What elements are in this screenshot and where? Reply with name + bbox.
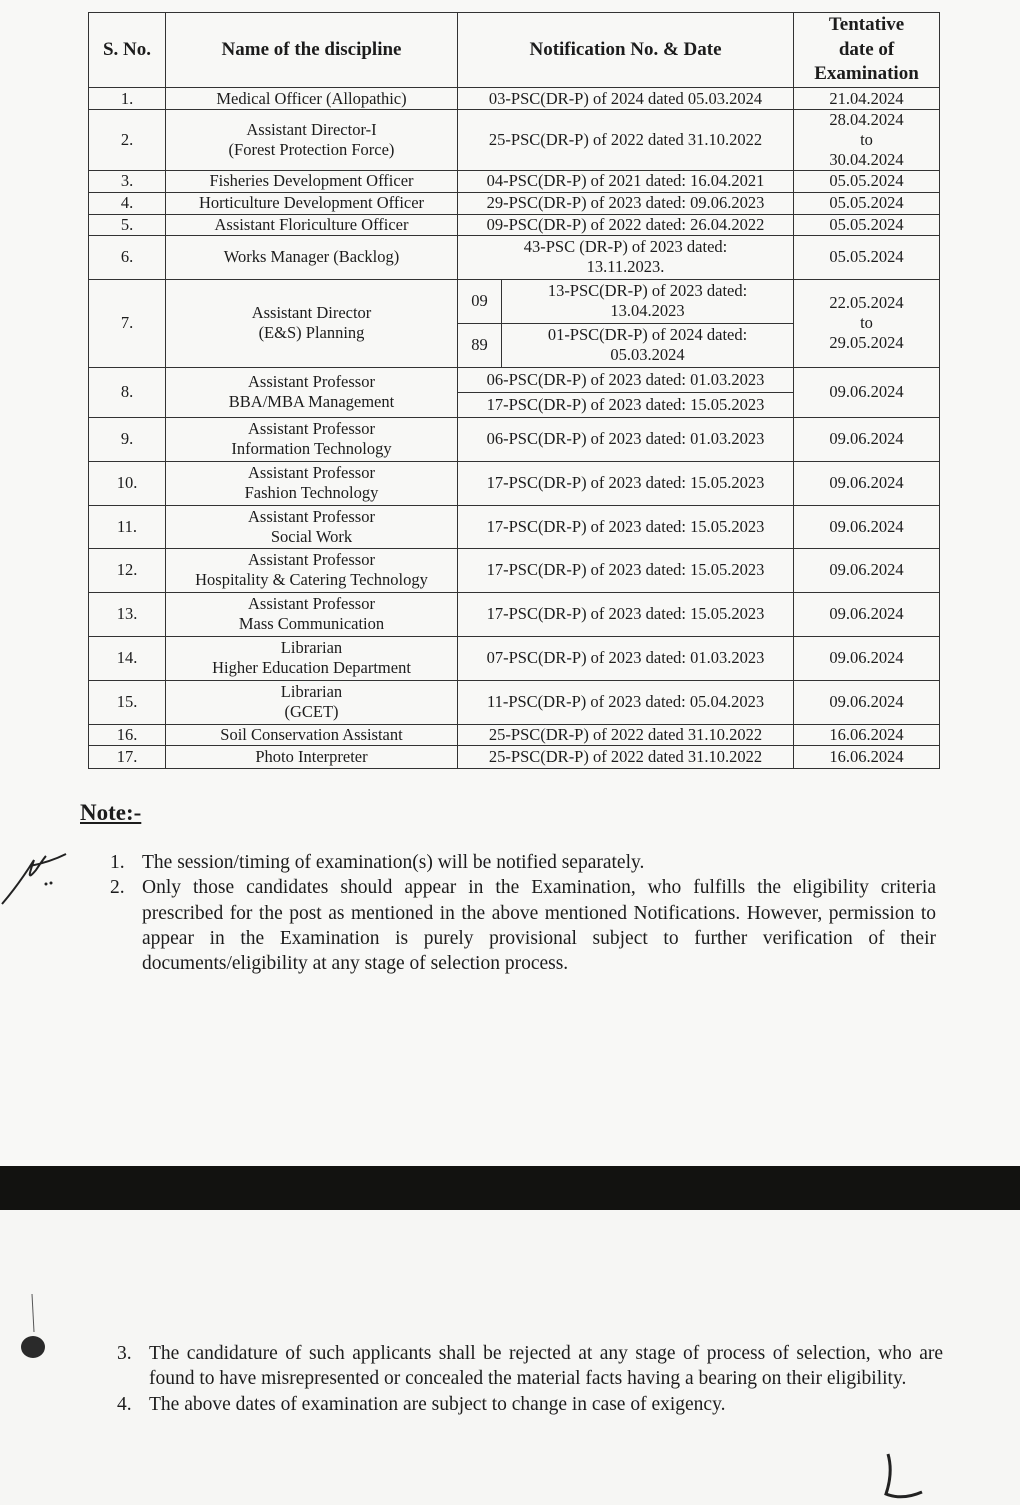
sno-cell: 14.: [89, 636, 166, 680]
exam-date-cell-line: 09.06.2024: [829, 429, 904, 449]
notification-cell: [458, 505, 794, 548]
sno-cell: 6.: [89, 235, 166, 279]
exam-date-cell: [794, 724, 940, 745]
exam-date-cell: [794, 279, 940, 367]
discipline-cell: [166, 367, 458, 417]
post-code-cell: 89: [458, 323, 502, 367]
table-row: [89, 505, 940, 548]
exam-date-cell-line: 09.06.2024: [829, 473, 904, 493]
exam-date-cell: [794, 110, 940, 171]
header-discipline: Name of the discipline: [166, 13, 458, 88]
discipline-cell-line: Higher Education Department: [212, 658, 411, 678]
notification-cell-line: 17-PSC(DR-P) of 2023 dated: 15.05.2023: [486, 604, 765, 624]
table-header-row: [89, 13, 940, 88]
header-notification: Notification No. & Date: [458, 13, 794, 88]
discipline-cell-line: Medical Officer (Allopathic): [216, 88, 407, 108]
discipline-cell-line: (E&S) Planning: [258, 323, 365, 343]
sno-cell: 7.: [89, 279, 166, 367]
table-row: [89, 417, 940, 461]
notification-cell: 17-PSC(DR-P) of 2023 dated: 15.05.2023: [458, 392, 794, 417]
notification-cell-line: 25-PSC(DR-P) of 2022 dated 31.10.2022: [488, 130, 763, 150]
exam-date-cell: [794, 745, 940, 768]
table-row: [89, 592, 940, 636]
discipline-cell-line: (GCET): [284, 702, 339, 722]
discipline-cell: [166, 171, 458, 192]
notification-cell: [458, 235, 794, 279]
discipline-cell: [166, 724, 458, 745]
notification-cell-line: 17-PSC(DR-P) of 2023 dated: 15.05.2023: [486, 516, 765, 536]
discipline-cell: [166, 461, 458, 505]
table-row: [89, 636, 940, 680]
exam-date-cell-line: 29.05.2024: [829, 333, 904, 353]
table-row: [89, 110, 940, 171]
table-row: [89, 235, 940, 279]
discipline-cell-line: Assistant Professor: [248, 506, 375, 526]
exam-date-cell-line: to: [860, 130, 873, 150]
notification-cell: [458, 88, 794, 110]
discipline-cell-line: Mass Communication: [238, 614, 385, 634]
exam-date-cell-line: 09.06.2024: [829, 382, 904, 402]
notification-cell-line: 13-PSC(DR-P) of 2023 dated:: [547, 281, 748, 301]
note-text: The session/timing of examination(s) will be notified separately.: [142, 852, 645, 873]
sno-cell: 4.: [89, 192, 166, 214]
discipline-cell: [166, 88, 458, 110]
exam-date-cell-line: 30.04.2024: [829, 150, 904, 170]
exam-date-cell-line: 22.05.2024: [829, 293, 904, 312]
notification-cell: [502, 279, 794, 323]
discipline-cell-line: Assistant Professor: [248, 372, 375, 392]
notification-cell: [458, 214, 794, 235]
notification-cell: [458, 680, 794, 724]
exam-date-cell: [794, 680, 940, 724]
notification-cell-line: 06-PSC(DR-P) of 2023 dated: 01.03.2023: [486, 429, 765, 449]
discipline-cell: [166, 192, 458, 214]
table-row: [89, 680, 940, 724]
discipline-cell: [166, 592, 458, 636]
discipline-cell-line: Fashion Technology: [244, 483, 379, 503]
notification-cell: [458, 724, 794, 745]
exam-date-cell-line: 09.06.2024: [829, 604, 904, 624]
discipline-cell-line: Hospitality & Catering Technology: [195, 570, 428, 590]
notification-cell-line: 04-PSC(DR-P) of 2021 dated: 16.04.2021: [486, 171, 765, 191]
discipline-cell: [166, 745, 458, 768]
discipline-cell-line: Horticulture Development Officer: [198, 193, 425, 212]
header-exam-date: [794, 13, 940, 88]
table-row: [89, 192, 940, 214]
note-item: [117, 1392, 943, 1417]
table-row: [89, 279, 940, 323]
table-row: [89, 367, 940, 392]
sno-cell: 17.: [89, 745, 166, 768]
note-number: 3.: [117, 1343, 132, 1364]
notification-cell: [458, 592, 794, 636]
notification-cell: [458, 636, 794, 680]
notification-cell-line: 09-PSC(DR-P) of 2022 dated: 26.04.2022: [486, 214, 765, 234]
discipline-cell: [166, 214, 458, 235]
notification-cell-line: 25-PSC(DR-P) of 2022 dated 31.10.2022: [488, 746, 763, 766]
notification-cell-line: 29-PSC(DR-P) of 2023 dated: 09.06.2023: [486, 193, 765, 212]
discipline-cell-line: Soil Conservation Assistant: [220, 724, 403, 744]
notification-cell: [458, 171, 794, 192]
exam-date-cell-line: 28.04.2024: [829, 110, 904, 130]
punch-hole-mark: [20, 1292, 50, 1372]
discipline-cell-line: BBA/MBA Management: [228, 392, 395, 412]
exam-date-cell-line: 21.04.2024: [829, 88, 904, 108]
exam-date-cell-line: 09.06.2024: [829, 648, 904, 668]
header-date-line: Examination: [814, 63, 919, 85]
note-number: 1.: [110, 852, 125, 873]
discipline-cell-line: Fisheries Development Officer: [209, 171, 414, 191]
sno-cell: 3.: [89, 171, 166, 192]
discipline-cell: [166, 636, 458, 680]
discipline-cell-line: Librarian: [280, 682, 343, 702]
sno-cell: 5.: [89, 214, 166, 235]
sno-cell: 9.: [89, 417, 166, 461]
discipline-cell: [166, 417, 458, 461]
notification-cell-line: 13.11.2023.: [586, 257, 665, 277]
sno-cell: 1.: [89, 88, 166, 110]
sno-cell: 15.: [89, 680, 166, 724]
notification-cell-line: 17-PSC(DR-P) of 2023 dated: 15.05.2023: [486, 473, 765, 493]
note-number: 4.: [117, 1393, 132, 1415]
sno-cell: 12.: [89, 548, 166, 592]
exam-date-cell-line: 16.06.2024: [829, 746, 904, 766]
table-row: [89, 88, 940, 110]
note-list-first: [110, 850, 936, 977]
exam-date-cell-line: to: [860, 313, 873, 333]
notification-cell: [502, 323, 794, 367]
exam-date-cell-line: 05.05.2024: [829, 247, 904, 267]
exam-date-cell-line: 16.06.2024: [829, 724, 904, 744]
discipline-cell-line: Librarian: [280, 638, 343, 658]
discipline-cell: [166, 548, 458, 592]
exam-date-cell: [794, 235, 940, 279]
notification-cell-line: 11-PSC(DR-P) of 2023 dated: 05.04.2023: [486, 692, 765, 712]
discipline-cell-line: Assistant Director: [251, 303, 372, 323]
exam-date-cell: [794, 548, 940, 592]
examination-schedule-table: [88, 12, 940, 769]
notification-cell-line: 25-PSC(DR-P) of 2022 dated 31.10.2022: [488, 724, 763, 744]
table-row: [89, 548, 940, 592]
table-row: [89, 724, 940, 745]
exam-date-cell: [794, 636, 940, 680]
notification-cell: [458, 417, 794, 461]
sno-cell: 13.: [89, 592, 166, 636]
exam-date-cell: [794, 461, 940, 505]
exam-date-cell: [794, 505, 940, 548]
discipline-cell-line: Assistant Professor: [248, 419, 375, 439]
discipline-cell-line: Assistant Floriculture Officer: [214, 214, 409, 234]
sno-cell: 2.: [89, 110, 166, 171]
exam-date-cell: [794, 214, 940, 235]
notification-cell: [458, 192, 794, 214]
discipline-cell-line: Photo Interpreter: [255, 746, 368, 766]
discipline-cell: [166, 505, 458, 548]
note-item: [117, 1341, 943, 1392]
notification-cell: [458, 110, 794, 171]
notification-cell-line: 05.03.2024: [610, 345, 685, 365]
exam-date-cell-line: 05.05.2024: [829, 171, 904, 191]
discipline-cell-line: Assistant Professor: [248, 594, 375, 614]
header-date-line: Tentative: [828, 14, 905, 35]
exam-date-cell-line: 05.05.2024: [829, 214, 904, 234]
discipline-cell-line: Assistant Director-I: [246, 120, 377, 140]
discipline-cell: [166, 680, 458, 724]
exam-date-cell-line: 05.05.2024: [829, 193, 904, 212]
table-row: [89, 171, 940, 192]
notification-cell-line: 43-PSC (DR-P) of 2023 dated:: [523, 237, 728, 257]
discipline-cell-line: Works Manager (Backlog): [223, 247, 400, 267]
notification-cell-line: 17-PSC(DR-P) of 2023 dated: 15.05.2023: [486, 560, 765, 580]
notification-cell-line: 13.04.2023: [610, 301, 685, 321]
discipline-cell: [166, 235, 458, 279]
note-list-second: [117, 1341, 943, 1417]
exam-date-cell-line: 09.06.2024: [829, 560, 904, 580]
exam-date-cell: [794, 417, 940, 461]
table-row: [89, 461, 940, 505]
sno-cell: 10.: [89, 461, 166, 505]
note-item: [110, 850, 936, 875]
discipline-cell-line: Assistant Professor: [248, 550, 375, 570]
discipline-cell: [166, 279, 458, 367]
sno-cell: 8.: [89, 367, 166, 417]
notification-cell-line: 07-PSC(DR-P) of 2023 dated: 01.03.2023: [486, 648, 765, 668]
post-code-cell: 09: [458, 279, 502, 323]
exam-date-cell: [794, 88, 940, 110]
notification-cell: [458, 461, 794, 505]
note-item: [110, 875, 936, 976]
note-heading: Note:-: [80, 800, 142, 825]
sno-cell: 16.: [89, 724, 166, 745]
handwritten-initials: [0, 836, 70, 916]
note-text: The candidature of such applicants shall be rejected at any stage of process of selection, who are found to have misrepresented or concealed the material facts having a bearing on their eligibility.: [149, 1343, 943, 1390]
handwritten-signature: [860, 1448, 940, 1505]
exam-date-cell-line: 09.06.2024: [829, 692, 904, 712]
table-row: [89, 214, 940, 235]
table-row: [89, 745, 940, 768]
note-text: The above dates of examination are subject to change in case of exigency.: [149, 1393, 726, 1415]
notification-cell: 06-PSC(DR-P) of 2023 dated: 01.03.2023: [458, 367, 794, 392]
note-text: Only those candidates should appear in the Examination, who fulfills the eligibility criteria prescribed for the post as mentioned in the above mentioned Notifications. However, permission to appear in the Examination is purely provisional subject to further verification of their documents/eligibility at any stage of selection process.: [142, 877, 936, 975]
notification-cell: [458, 745, 794, 768]
page-gap-band: [0, 1166, 1020, 1210]
exam-date-cell: [794, 367, 940, 417]
header-sno: S. No.: [89, 13, 166, 88]
exam-date-cell: [794, 171, 940, 192]
notification-cell-line: 01-PSC(DR-P) of 2024 dated:: [547, 325, 748, 345]
discipline-cell-line: (Forest Protection Force): [228, 140, 395, 160]
discipline-cell-line: Assistant Professor: [248, 463, 375, 483]
notification-cell-line: 03-PSC(DR-P) of 2024 dated 05.03.2024: [488, 88, 763, 108]
note-number: 2.: [110, 877, 125, 899]
notification-cell: [458, 548, 794, 592]
header-date-line: date of: [838, 38, 895, 60]
discipline-cell: [166, 110, 458, 171]
exam-date-cell: [794, 592, 940, 636]
discipline-cell-line: Information Technology: [231, 439, 392, 459]
sno-cell: 11.: [89, 505, 166, 548]
exam-date-cell-line: 09.06.2024: [829, 516, 904, 536]
discipline-cell-line: Social Work: [270, 526, 353, 546]
exam-date-cell: [794, 192, 940, 214]
